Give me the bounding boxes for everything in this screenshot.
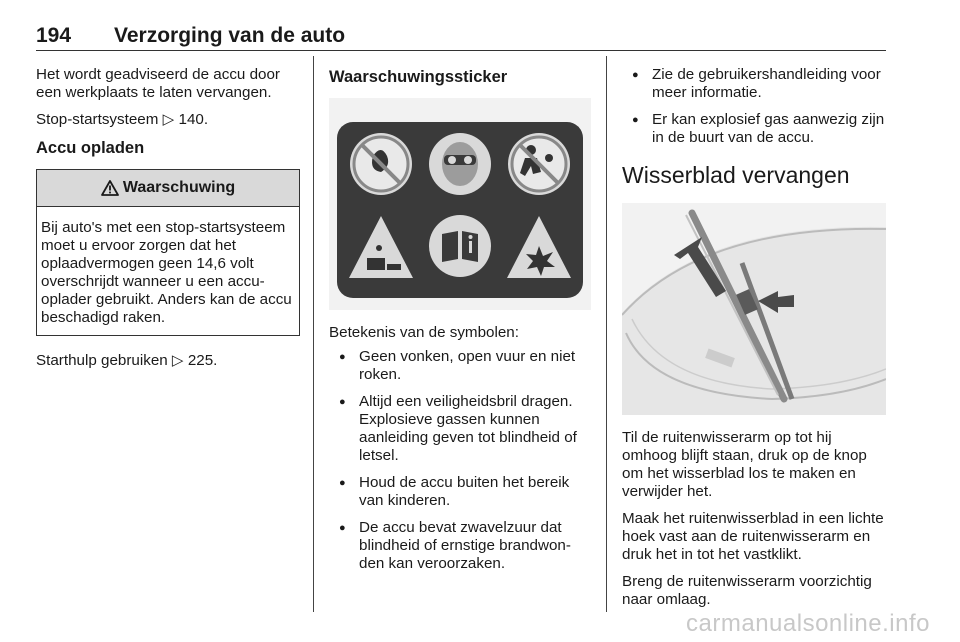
link-stop-start[interactable]: Stop-startsysteem ▷ 140.	[36, 111, 209, 128]
warning-box	[36, 169, 300, 336]
page-number: 194	[36, 24, 72, 47]
paragraph-accu-workshop: Het wordt geadviseerd de accu door een werkplaats te laten vervangen.	[36, 66, 280, 101]
page-title: Verzorging van de auto	[114, 24, 346, 47]
list-item: ● Zie de gebruikershandleiding voor meer informatie.	[622, 66, 886, 102]
warning-text: Bij auto's met een stop-startsysteem moet u ervoor zorgen dat het oplaadvermogen geen 14,6 volt overschrijdt wanneer u een accuoplader gebruikt. Anders kan de accu beschadigd raken.	[41, 219, 292, 326]
heading-wisserblad: Wisserblad vervangen	[622, 162, 850, 188]
paragraph-lower-wiper: Breng de ruitenwisserarm voorzichtig naar omlaag.	[622, 573, 872, 608]
safety-goggles-icon	[429, 133, 491, 195]
list-item: ● Geen vonken, open vuur en niet roken.	[329, 348, 591, 384]
paragraph-attach-blade: Maak het ruitenwisserblad in een lichte hoek vast aan de ruitenwisserarm en druk het in tot het vastklikt.	[622, 510, 884, 563]
column-middle	[329, 66, 591, 582]
keep-away-children-icon	[508, 133, 570, 195]
column-left	[36, 66, 300, 379]
column-divider-1	[313, 56, 314, 612]
header-divider	[36, 50, 886, 51]
column-divider-2	[606, 56, 607, 612]
symbol-list	[329, 348, 591, 573]
list-item: ● Houd de accu buiten het bereik van kinderen.	[329, 474, 591, 510]
watermark: carmanualsonline.info	[686, 610, 930, 637]
heading-accu-opladen: Accu opladen	[36, 139, 145, 157]
wiper-blade-image	[622, 203, 886, 415]
link-starthulp[interactable]: Starthulp gebruiken ▷ 225.	[36, 352, 218, 369]
heading-warning-sticker: Waarschuwingssticker	[329, 68, 508, 86]
warning-triangle-icon	[101, 180, 119, 196]
symbol-list-continued	[622, 66, 886, 147]
warning-header	[37, 170, 299, 207]
symbols-intro: Betekenis van de symbolen:	[329, 324, 519, 341]
column-right	[622, 66, 886, 618]
warning-sticker-image	[329, 98, 591, 310]
paragraph-lift-wiper: Til de ruitenwisserarm op tot hij omhoog blijft staan, druk op de knop om het wisserblad los te maken en verwijder het.	[622, 429, 867, 500]
warning-title: Waarschuwing	[122, 179, 236, 196]
page-header	[36, 24, 886, 50]
read-manual-icon	[429, 215, 491, 277]
list-item: ● Altijd een veiligheidsbril dragen. Explosieve gassen kunnen aanleiding geven tot blindheid of letsel.	[329, 393, 591, 465]
list-item: ● Er kan explosief gas aanwezig zijn in de buurt van de accu.	[622, 111, 886, 147]
no-fire-icon	[350, 133, 412, 195]
list-item: ● De accu bevat zwavelzuur dat blindheid of ernstige brandwonden kan veroorzaken.	[329, 519, 591, 573]
